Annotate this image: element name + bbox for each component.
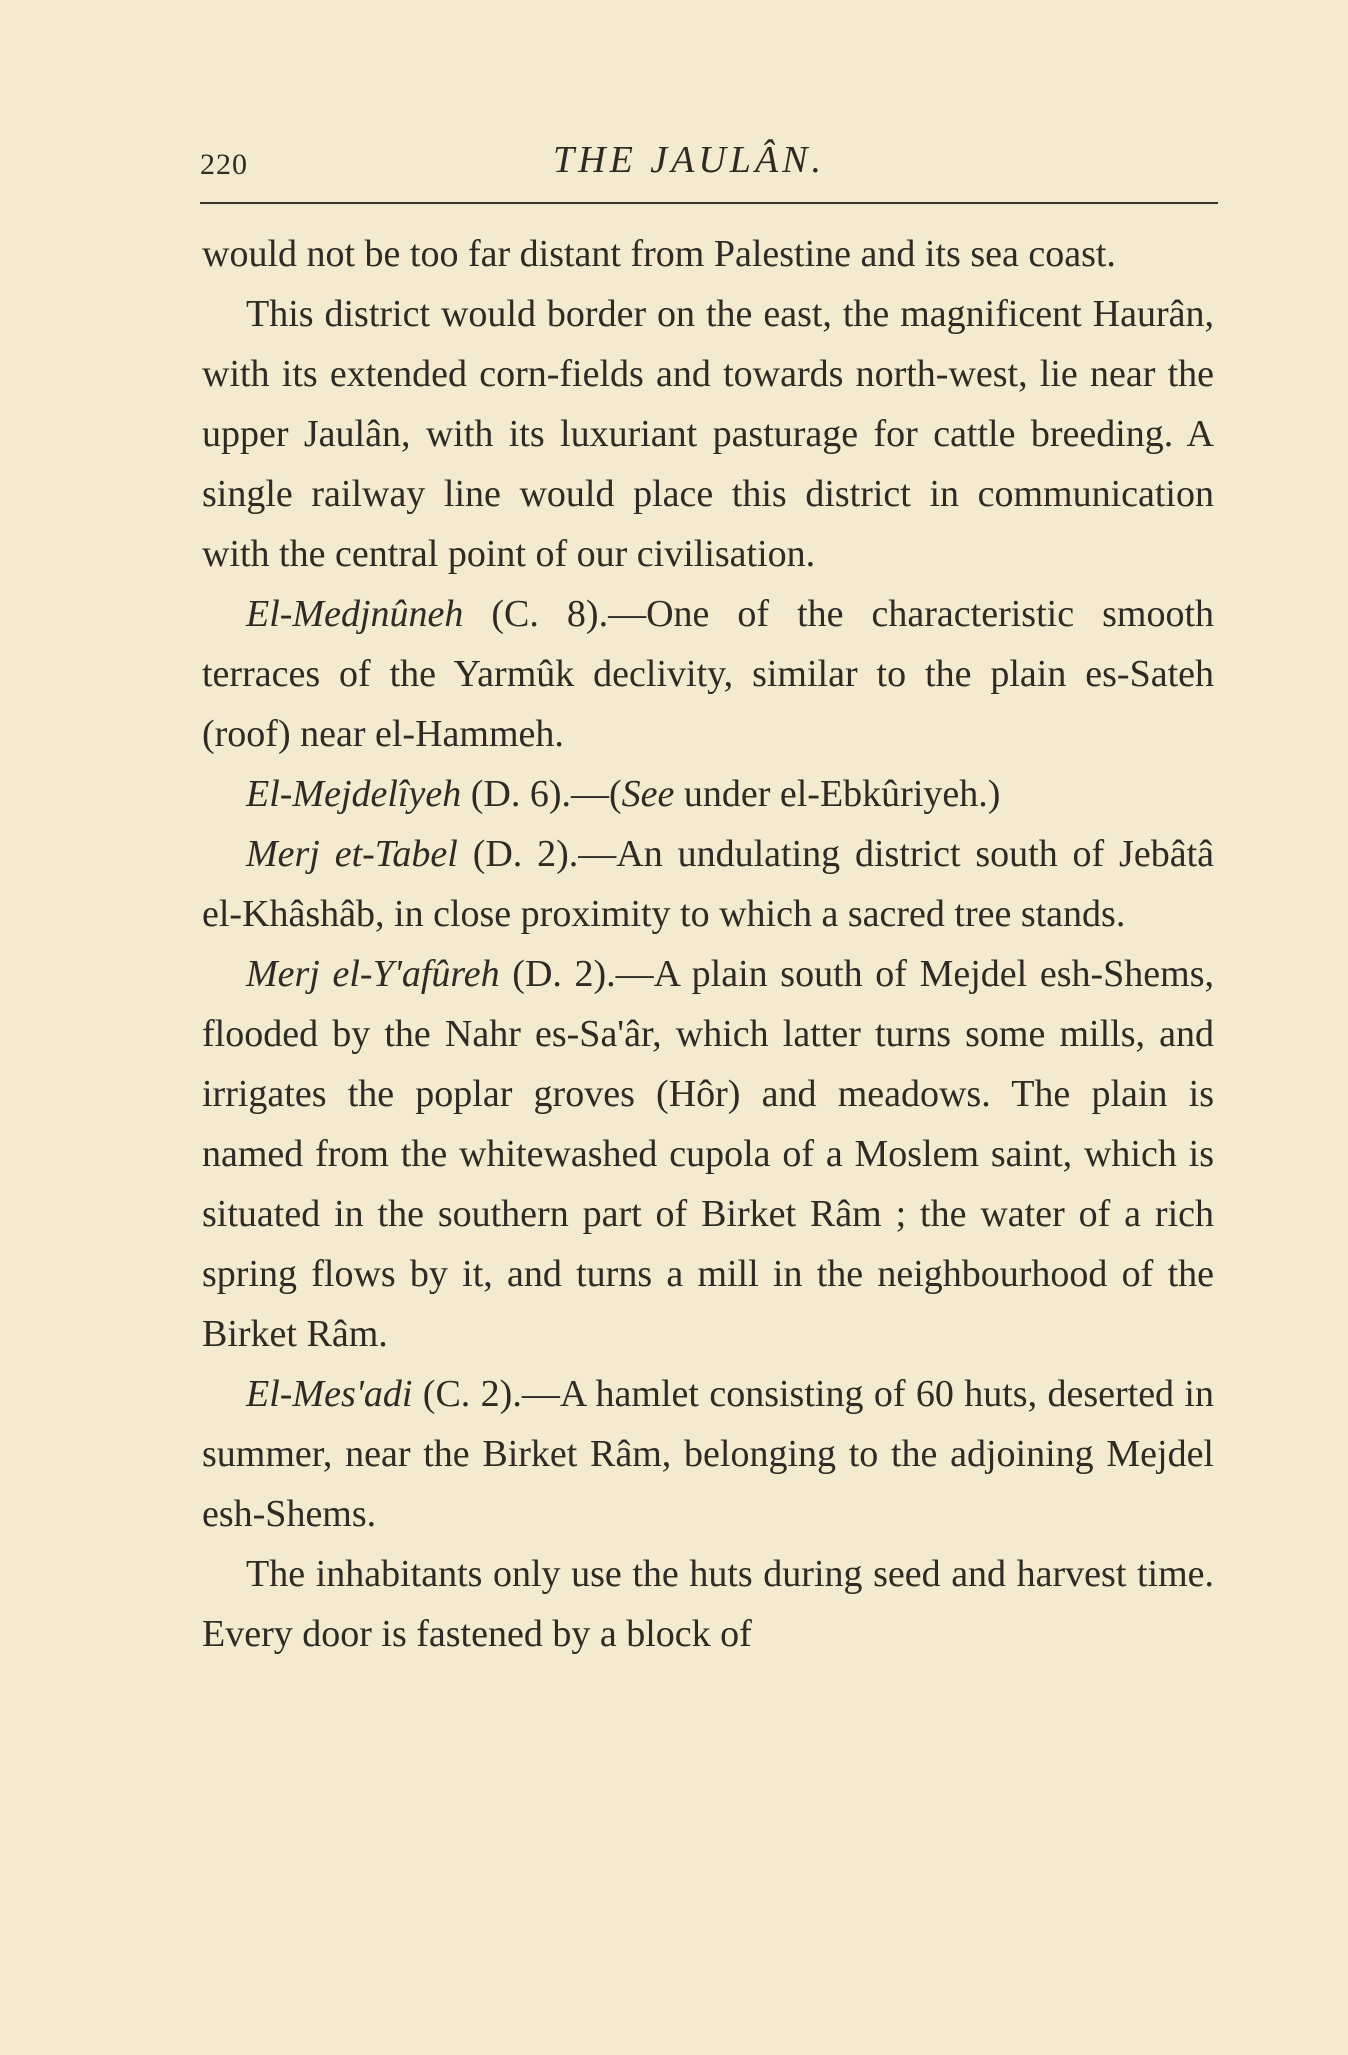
entry-merj-et-tabel — [202, 824, 1214, 944]
entry-text: (D. 2).—A plain south of Mejdel esh-Shems, flooded by the Nahr es-Sa'âr, which latter turns some mills, and irrigates the poplar groves (Hôr) and meadows. The plain is named from the whitewashed cupola of a Moslem saint, which is situated in the southern part of Birket Râm ; the water of a rich spring flows by it, and turns a mill in the neighbourhood of the Birket Râm. — [202, 953, 1214, 1355]
entry-headword: Merj el-Y'afûreh — [246, 953, 500, 995]
paragraph-district: This district would border on the east, the magnificent Haurân, with its extended corn-fields and towards north-west, lie near the upper Jaulân, with its luxuriant pasturage for cattle breeding. A single railway line would place this district in communication with the central point of our civilisation. — [202, 293, 1214, 575]
entry-text: under el-Ebkûriyeh.) — [674, 773, 1001, 815]
entry-text: (C. 8).—One of the characteristic smooth terraces of the Yarmûk declivity, similar to the plain es-Sateh (roof) near el-Hammeh. — [202, 593, 1214, 755]
entry-merj-el-yafureh — [202, 944, 1214, 1364]
running-head: THE JAULÂN. — [553, 139, 825, 181]
page-number: 220 — [200, 148, 248, 181]
entry-el-mesadi — [202, 1364, 1214, 1544]
entry-headword: El-Mejdelîyeh — [246, 773, 462, 815]
entry-el-mejdeliyeh — [202, 764, 1214, 824]
entry-headword: Merj et-Tabel — [246, 833, 458, 875]
entry-el-medjnuneh — [202, 584, 1214, 764]
page-header — [200, 138, 1218, 188]
entry-text: (D. 2).—An undulating district south of Jebâtâ el-Khâshâb, in close proximity to which a sacred tree stands. — [202, 833, 1214, 935]
entry-headword: El-Medjnûneh — [246, 593, 464, 635]
entry-text: (C. 2).—A hamlet consisting of 60 huts, deserted in summer, near the Birket Râm, belonging to the adjoining Mejdel esh-Shems. — [202, 1373, 1214, 1535]
body-text — [202, 224, 1214, 1664]
paragraph-continued: would not be too far distant from Palestine and its sea coast. — [202, 233, 1116, 275]
header-rule — [200, 202, 1218, 204]
paragraph-inhabitants: The inhabitants only use the huts during seed and harvest time. Every door is fastened by a block of — [202, 1553, 1214, 1655]
see-reference: See — [621, 773, 675, 815]
entry-text: (D. 6).—( — [461, 773, 622, 815]
entry-headword: El-Mes'adi — [246, 1373, 413, 1415]
